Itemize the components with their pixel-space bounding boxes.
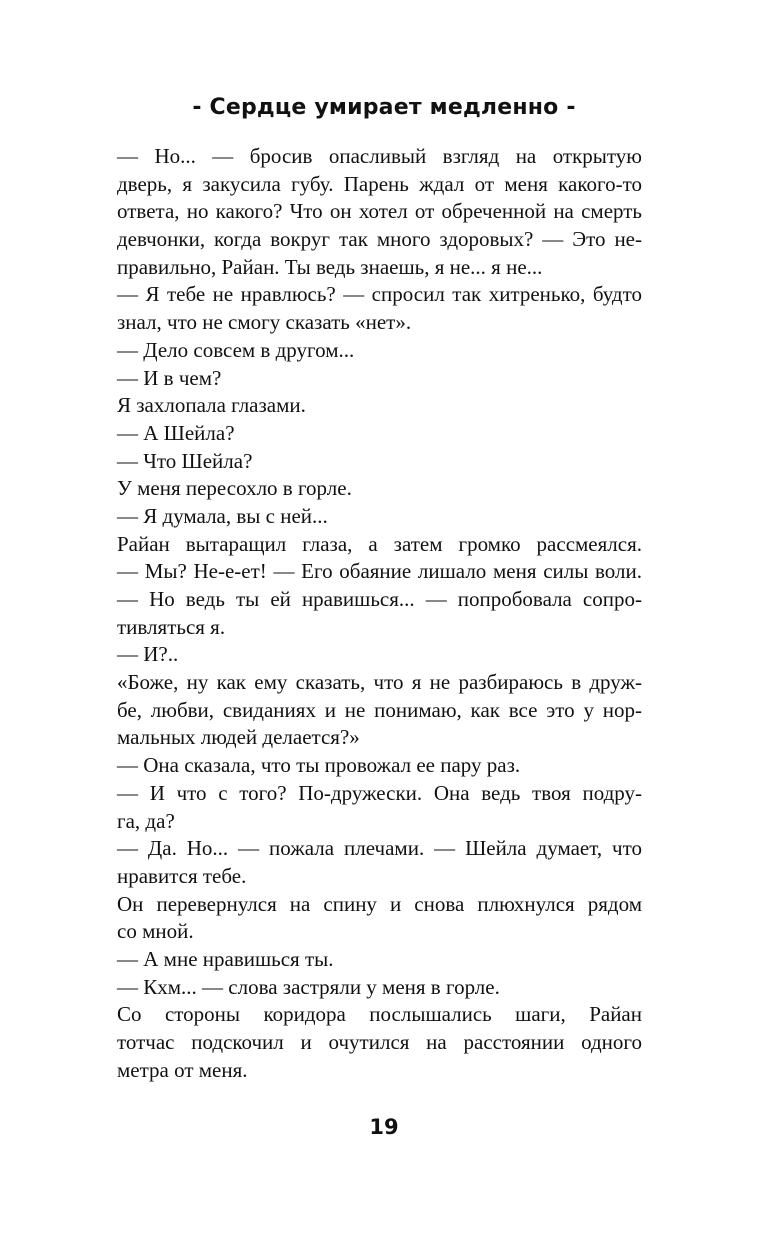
text-line: — И в чем? bbox=[117, 365, 222, 390]
text-line: га, да? bbox=[117, 808, 175, 833]
text-line: знал, что не смогу сказать «нет». bbox=[117, 310, 412, 335]
text-line: правильно, Райан. Ты ведь знаешь, я не... я не... bbox=[117, 254, 543, 279]
page-number: 19 bbox=[369, 1115, 399, 1139]
text-line: — И?.. bbox=[117, 642, 179, 667]
running-head: - Сердце умирает медленно - bbox=[192, 95, 576, 120]
text-line: — Но ведь ты ей нравишься... — попробовала сопро- bbox=[117, 587, 642, 611]
text-line: — Я тебе не нравлюсь? — спросил так хитренько, будто bbox=[117, 282, 642, 307]
text-line: Он перевернулся на спину и снова плюхнулся рядом bbox=[117, 891, 642, 916]
text-line: нравится тебе. bbox=[117, 863, 247, 888]
text-line: — Да. Но... — пожала плечами. — Шейла думает, что bbox=[117, 836, 642, 861]
text-line: метра от меня. bbox=[117, 1057, 248, 1082]
text-line: — Я думала, вы с ней... bbox=[117, 503, 328, 528]
text-line: тивляться я. bbox=[117, 614, 226, 639]
text-line: — Она сказала, что ты провожал ее пару раз. bbox=[117, 753, 521, 778]
text-line: со мной. bbox=[117, 919, 194, 944]
text-line: — И что с того? По-дружески. Она ведь твоя подру- bbox=[117, 780, 642, 805]
text-line: «Боже, ну как ему сказать, что я не разбираюсь в друж- bbox=[117, 670, 642, 695]
text-line: У меня пересохло в горле. bbox=[117, 476, 352, 501]
text-line: ответа, но какого? Что он хотел от обреченной на смерть bbox=[117, 199, 642, 224]
text-line: — Мы? Не-е-ет! — Его обаяние лишало меня силы воли. bbox=[117, 559, 642, 584]
text-line: Я захлопала глазами. bbox=[117, 393, 306, 418]
text-line: Со стороны коридора послышались шаги, Райан bbox=[117, 1002, 642, 1027]
text-line: — Что Шейла? bbox=[117, 448, 253, 473]
text-line: — Дело совсем в другом... bbox=[117, 337, 355, 362]
text-line: — Но... — бросив опасливый взгляд на открытую bbox=[117, 144, 642, 168]
text-line: бе, любви, свиданиях и не понимаю, как все это у нор- bbox=[117, 697, 642, 722]
text-line: — Кхм... — слова застряли у меня в горле. bbox=[117, 974, 500, 999]
text-line: — А Шейла? bbox=[117, 420, 235, 445]
text-line: дверь, я закусила губу. Парень ждал от меня какого-то bbox=[117, 171, 642, 196]
text-line: тотчас подскочил и очутился на расстоянии одного bbox=[117, 1030, 642, 1054]
body-text bbox=[117, 143, 642, 1084]
text-line: мальных людей делается?» bbox=[117, 725, 360, 750]
text-line: — А мне нравишься ты. bbox=[117, 946, 334, 971]
text-line: Райан вытаращил глаза, а затем громко рассмеялся. bbox=[117, 531, 642, 556]
text-line: девчонки, когда вокруг так много здоровых? — Это не- bbox=[117, 227, 642, 252]
